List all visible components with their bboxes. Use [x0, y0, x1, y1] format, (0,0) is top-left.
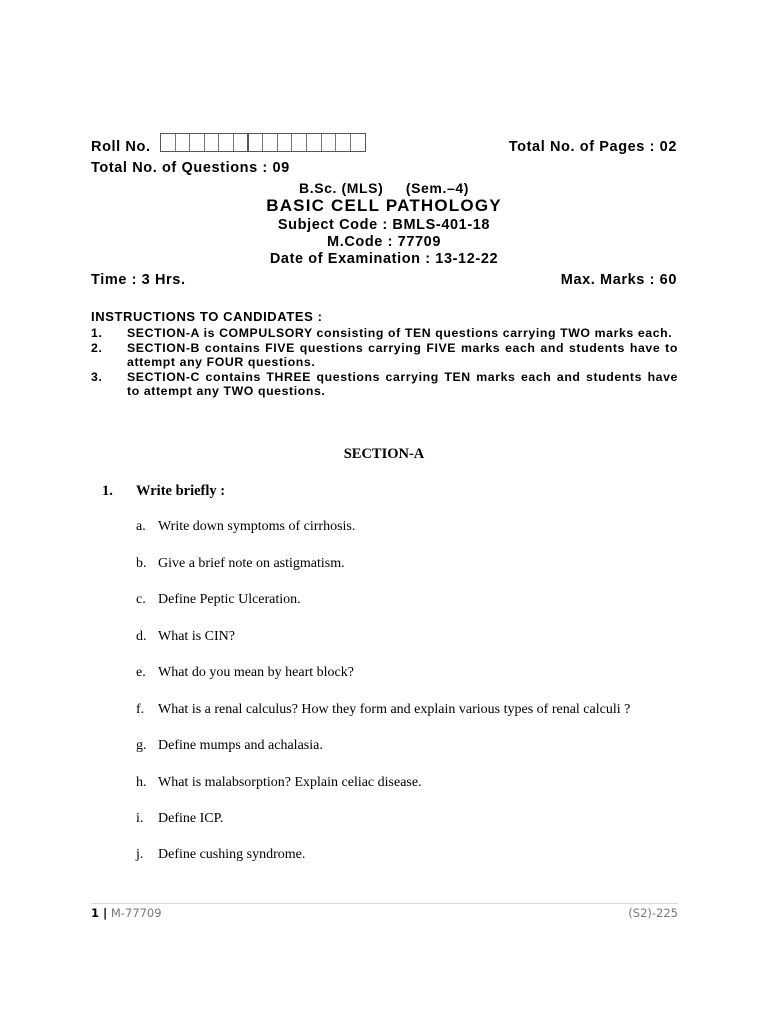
sub-question-text: What is CIN? — [158, 629, 235, 644]
instructions-list — [91, 326, 678, 399]
sub-question-letter: i. — [136, 811, 144, 826]
instruction-text: SECTION-C contains THREE questions carrying TEN marks each and students have to attempt any TWO questions. — [127, 370, 678, 398]
sub-question-text: Write down symptoms of cirrhosis. — [158, 519, 356, 534]
footer-right-code: (S2)-225 — [628, 906, 678, 920]
instruction-item — [91, 370, 678, 398]
roll-number-box — [234, 134, 249, 151]
sub-question-letter: g. — [136, 738, 147, 753]
roll-number-label: Roll No. — [91, 139, 151, 155]
section-a-title: SECTION-A — [343, 446, 425, 462]
sub-question-letter: c. — [136, 592, 146, 607]
sub-question-letter: a. — [136, 519, 146, 534]
sub-question-letter: j. — [136, 847, 144, 862]
sub-question-letter: d. — [136, 629, 147, 644]
m-code: M.Code : 77709 — [327, 234, 441, 250]
roll-number-box — [190, 134, 205, 151]
roll-number-boxes — [160, 133, 366, 152]
page-number: 1 | — [91, 906, 108, 920]
total-pages: Total No. of Pages : 02 — [508, 139, 677, 155]
sub-question-letter: h. — [136, 775, 147, 790]
sub-question-letter: f. — [136, 702, 145, 717]
sub-question-text: Define mumps and achalasia. — [158, 738, 323, 753]
course-name: B.Sc. (MLS) (Sem.–4) — [299, 180, 469, 196]
footer-paper-code: M-77709 — [110, 906, 162, 920]
roll-number-box — [161, 134, 176, 151]
instructions-heading: INSTRUCTIONS TO CANDIDATES : — [91, 309, 323, 324]
roll-number-box — [249, 134, 264, 151]
instruction-number: 3. — [91, 370, 103, 384]
exam-date: Date of Examination : 13-12-22 — [269, 251, 499, 267]
instruction-item — [91, 326, 678, 340]
question-title: Write briefly : — [136, 483, 226, 499]
sub-question-letter: b. — [136, 556, 147, 571]
roll-number-box — [336, 134, 351, 151]
instruction-number: 1. — [91, 326, 103, 340]
exam-duration: Time : 3 Hrs. — [91, 272, 186, 288]
max-marks: Max. Marks : 60 — [560, 272, 677, 288]
total-questions: Total No. of Questions : 09 — [91, 160, 290, 176]
sub-question-text: Define Peptic Ulceration. — [158, 592, 301, 607]
instruction-text: SECTION-A is COMPULSORY consisting of TEN questions carrying TWO marks each. — [127, 326, 673, 340]
roll-number-box — [307, 134, 322, 151]
roll-number-box — [322, 134, 337, 151]
sub-question-text: What is malabsorption? Explain celiac disease. — [158, 775, 422, 790]
sub-question-text: What do you mean by heart block? — [158, 665, 354, 680]
subject-code: Subject Code : BMLS-401-18 — [277, 217, 491, 233]
roll-number-box — [205, 134, 220, 151]
paper-title: BASIC CELL PATHOLOGY — [266, 196, 502, 215]
roll-number-box — [176, 134, 191, 151]
sub-question-text: Define ICP. — [158, 811, 224, 826]
instruction-number: 2. — [91, 341, 103, 355]
instruction-item — [91, 341, 678, 369]
sub-question-text: Give a brief note on astigmatism. — [158, 556, 345, 571]
sub-question-text: What is a renal calculus? How they form and explain various types of renal calculi ? — [158, 702, 631, 717]
roll-number-box — [278, 134, 293, 151]
sub-question-letter: e. — [136, 665, 146, 680]
roll-number-box — [263, 134, 278, 151]
roll-number-box — [292, 134, 307, 151]
sub-question-text: Define cushing syndrome. — [158, 847, 306, 862]
footer-left — [91, 906, 162, 920]
instruction-text: SECTION-B contains FIVE questions carrying FIVE marks each and students have to attempt any FOUR questions. — [127, 341, 678, 369]
footer-divider — [91, 903, 678, 904]
roll-number-box — [351, 134, 366, 151]
question-number: 1. — [102, 483, 113, 499]
roll-number-box — [219, 134, 234, 151]
